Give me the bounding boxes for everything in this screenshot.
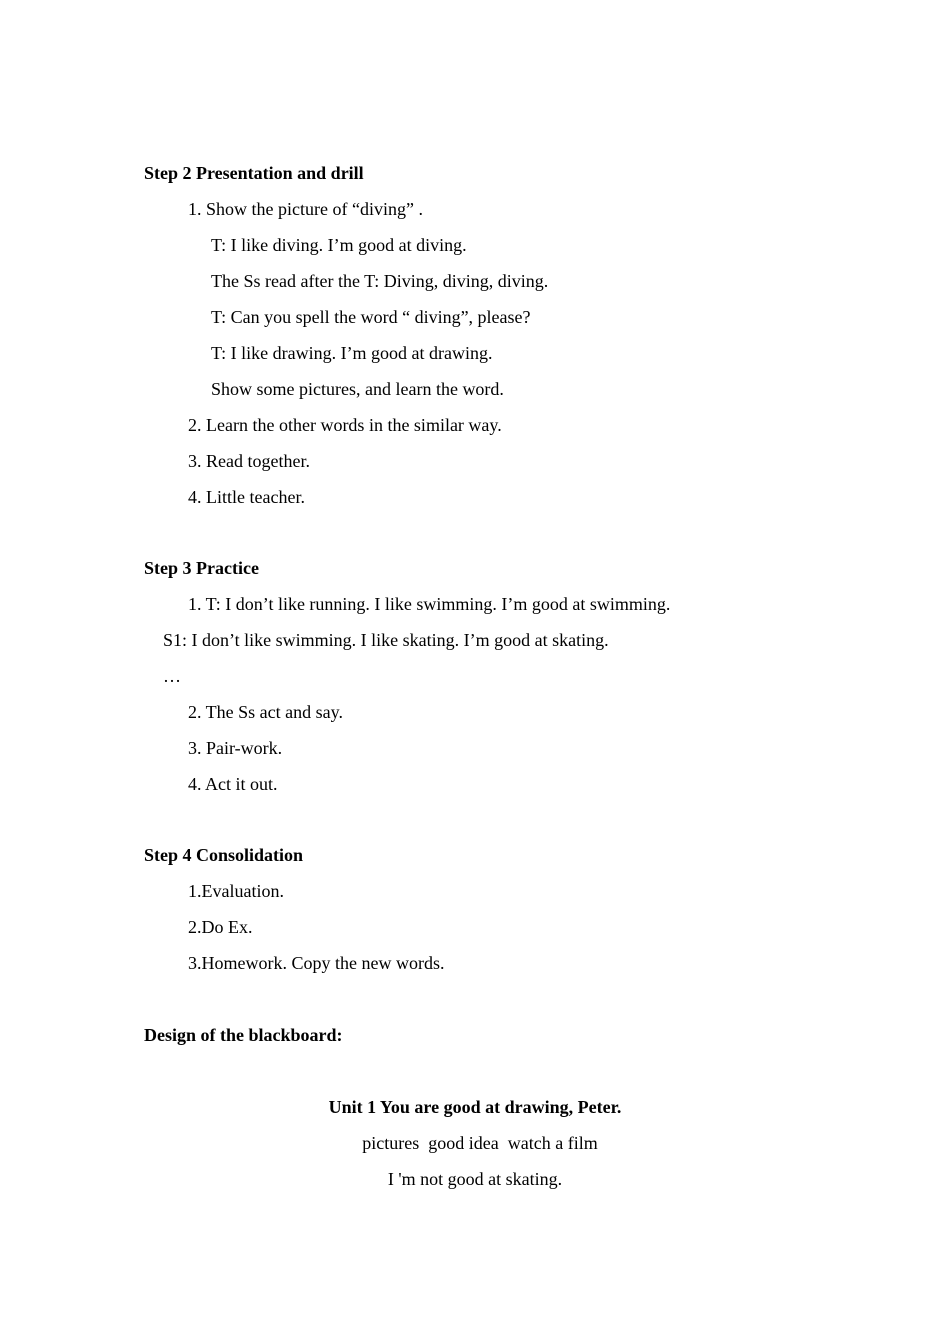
- step3-item-3: 3. Pair-work.: [188, 738, 283, 758]
- step2-item-4: 4. Little teacher.: [188, 487, 305, 507]
- step2-sub-line-5: Show some pictures, and learn the word.: [211, 379, 504, 399]
- step3-s1-line: S1: I don’t like swimming. I like skating. I’m good at skating.: [163, 630, 609, 650]
- step2-item-1: 1. Show the picture of “diving” .: [188, 199, 423, 219]
- blackboard-words: pictures good idea watch a film: [362, 1133, 598, 1153]
- blackboard-sentence: I 'm not good at skating.: [387, 1169, 563, 1189]
- step2-sub-line-2: The Ss read after the T: Diving, diving, diving.: [211, 271, 549, 291]
- step4-heading: Step 4 Consolidation: [144, 845, 304, 865]
- step3-heading: Step 3 Practice: [144, 558, 259, 578]
- blackboard-heading: Design of the blackboard:: [144, 1025, 343, 1045]
- step4-item-1: 1.Evaluation.: [188, 881, 284, 901]
- step2-item-3: 3. Read together.: [188, 451, 310, 471]
- step4-item-2: 2.Do Ex.: [188, 917, 253, 937]
- step2-sub-line-3: T: Can you spell the word “ diving”, please?: [211, 307, 531, 327]
- step3-item-4: 4. Act it out.: [188, 774, 278, 794]
- step2-sub-line-4: T: I like drawing. I’m good at drawing.: [211, 343, 493, 363]
- blackboard-title: Unit 1 You are good at drawing, Peter.: [328, 1097, 622, 1117]
- step3-ellipsis: …: [163, 666, 181, 686]
- step3-item-2: 2. The Ss act and say.: [188, 702, 343, 722]
- step2-item-2: 2. Learn the other words in the similar way.: [188, 415, 502, 435]
- step2-heading: Step 2 Presentation and drill: [144, 163, 364, 183]
- step2-sub-line-1: T: I like diving. I’m good at diving.: [211, 235, 467, 255]
- step4-item-3: 3.Homework. Copy the new words.: [188, 953, 445, 973]
- step3-item-1: 1. T: I don’t like running. I like swimming. I’m good at swimming.: [188, 594, 671, 614]
